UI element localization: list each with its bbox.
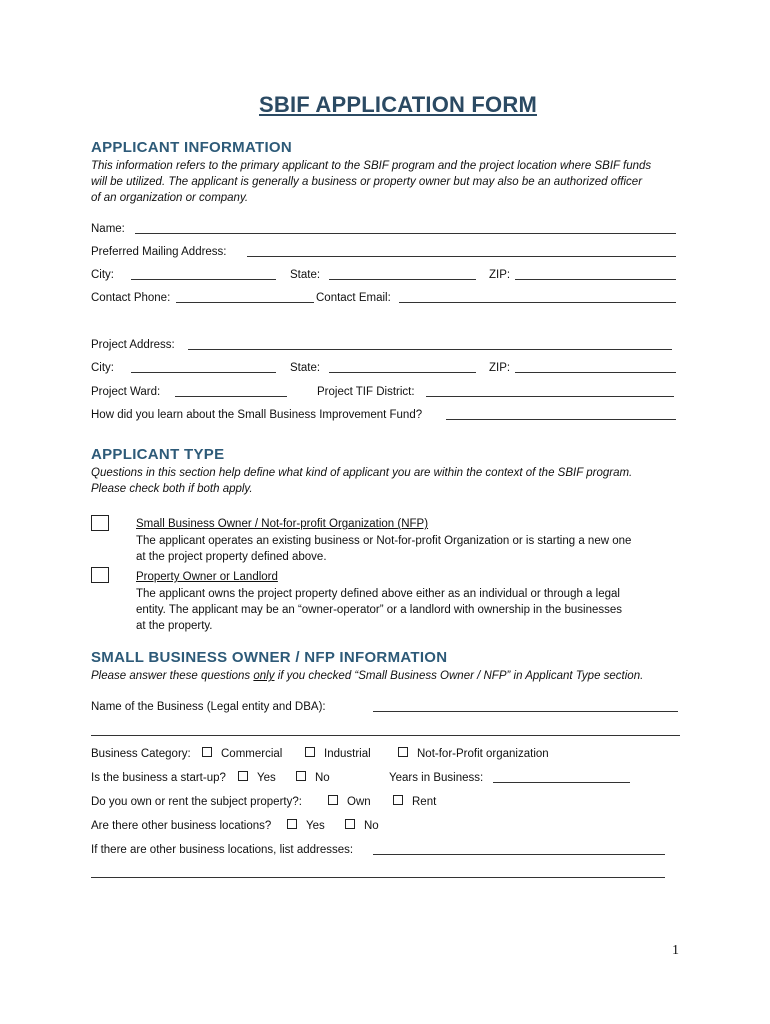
- applicant-info-intro: [91, 158, 689, 206]
- city-row: [91, 267, 681, 283]
- other-locations-yes-checkbox[interactable]: [287, 819, 297, 829]
- commercial-label: Commercial: [221, 748, 283, 760]
- project-state-label: State:: [290, 362, 321, 374]
- learn-label: How did you learn about the Small Business Improvement Fund?: [91, 409, 423, 421]
- email-field[interactable]: [399, 302, 676, 303]
- desc-line: at the property.: [136, 620, 213, 632]
- business-name-field-line2[interactable]: [91, 735, 680, 736]
- property-owner-title: Property Owner or Landlord: [136, 571, 278, 583]
- years-field[interactable]: [493, 782, 630, 783]
- startup-no-label: No: [315, 772, 330, 784]
- project-city-label: City:: [91, 362, 114, 374]
- startup-yes-label: Yes: [257, 772, 276, 784]
- desc-line: at the project property defined above.: [136, 551, 327, 563]
- rent-label: Rent: [412, 796, 437, 808]
- project-city-field[interactable]: [131, 372, 276, 373]
- other-locations-no-checkbox[interactable]: [345, 819, 355, 829]
- list-addresses-label: If there are other business locations, list addresses:: [91, 844, 354, 856]
- intro-line: Please check both if both apply.: [91, 483, 253, 495]
- ward-label: Project Ward:: [91, 386, 161, 398]
- property-owner-checkbox[interactable]: [91, 567, 109, 583]
- project-address-row: [91, 337, 681, 353]
- name-row: [91, 221, 681, 237]
- learn-row: [91, 407, 681, 423]
- zip-label: ZIP:: [489, 269, 511, 281]
- list-addresses-field-line2[interactable]: [91, 877, 665, 878]
- state-label: State:: [290, 269, 321, 281]
- sbo-info-intro: [91, 668, 689, 684]
- applicant-type-heading: APPLICANT TYPE: [91, 446, 225, 463]
- desc-line: The applicant operates an existing business or Not-for-profit Organization or is starting a new one: [136, 535, 632, 547]
- phone-field[interactable]: [176, 302, 314, 303]
- industrial-label: Industrial: [324, 748, 371, 760]
- other-locations-row: [91, 818, 681, 834]
- project-address-field[interactable]: [188, 349, 672, 350]
- own-rent-row: [91, 794, 681, 810]
- applicant-type-intro: [91, 465, 689, 497]
- intro-line: This information refers to the primary applicant to the SBIF program and the project location where SBIF funds: [91, 160, 652, 172]
- years-label: Years in Business:: [389, 772, 484, 784]
- startup-label: Is the business a start-up?: [91, 772, 226, 784]
- small-business-owner-desc: [136, 533, 688, 565]
- intro-line: of an organization or company.: [91, 192, 249, 204]
- sbo-info-heading: SMALL BUSINESS OWNER / NFP INFORMATION: [91, 649, 448, 666]
- startup-no-checkbox[interactable]: [296, 771, 306, 781]
- property-owner-desc: [136, 586, 688, 634]
- own-label: Own: [347, 796, 371, 808]
- small-business-owner-checkbox[interactable]: [91, 515, 109, 531]
- ward-field[interactable]: [175, 396, 287, 397]
- project-address-label: Project Address:: [91, 339, 175, 351]
- intro-pre: Please answer these questions: [91, 670, 254, 682]
- page-title: SBIF APPLICATION FORM: [259, 92, 537, 117]
- mailing-label: Preferred Mailing Address:: [91, 246, 227, 258]
- intro-line: will be utilized. The applicant is generally a business or property owner but may also be an authorized officer: [91, 176, 643, 188]
- list-addresses-field[interactable]: [373, 854, 665, 855]
- learn-field[interactable]: [446, 419, 676, 420]
- state-field[interactable]: [329, 279, 476, 280]
- phone-label: Contact Phone:: [91, 292, 171, 304]
- city-label: City:: [91, 269, 114, 281]
- mailing-row: [91, 244, 681, 260]
- business-name-row: [91, 699, 681, 715]
- business-category-row: [91, 746, 681, 762]
- project-zip-label: ZIP:: [489, 362, 511, 374]
- rent-checkbox[interactable]: [393, 795, 403, 805]
- tif-label: Project TIF District:: [317, 386, 415, 398]
- desc-line: entity. The applicant may be an “owner-operator” or a landlord with ownership in the businesses: [136, 604, 623, 616]
- other-locations-yes-label: Yes: [306, 820, 325, 832]
- intro-only: only: [253, 670, 275, 682]
- industrial-checkbox[interactable]: [305, 747, 315, 757]
- own-rent-label: Do you own or rent the subject property?:: [91, 796, 302, 808]
- own-checkbox[interactable]: [328, 795, 338, 805]
- city-field[interactable]: [131, 279, 276, 280]
- name-label: Name:: [91, 223, 125, 235]
- page-number: 1: [672, 943, 679, 958]
- startup-yes-checkbox[interactable]: [238, 771, 248, 781]
- business-name-field[interactable]: [373, 711, 678, 712]
- name-field[interactable]: [135, 233, 676, 234]
- email-label: Contact Email:: [316, 292, 391, 304]
- startup-row: [91, 770, 681, 786]
- business-name-label: Name of the Business (Legal entity and DBA):: [91, 701, 326, 713]
- intro-line: Questions in this section help define what kind of applicant you are within the context of the SBIF program.: [91, 467, 633, 479]
- desc-line: The applicant owns the project property defined above either as an individual or through a legal: [136, 588, 620, 600]
- contact-row: [91, 290, 681, 306]
- project-city-row: [91, 360, 681, 376]
- project-zip-field[interactable]: [515, 372, 676, 373]
- other-locations-label: Are there other business locations?: [91, 820, 272, 832]
- nfp-label: Not-for-Profit organization: [417, 748, 549, 760]
- project-state-field[interactable]: [329, 372, 476, 373]
- small-business-owner-title: Small Business Owner / Not-for-profit Organization (NFP): [136, 518, 429, 530]
- mailing-field[interactable]: [247, 256, 676, 257]
- applicant-info-heading: APPLICANT INFORMATION: [91, 139, 293, 156]
- intro-post: if you checked “Small Business Owner / NFP” in Applicant Type section.: [274, 670, 644, 682]
- zip-field[interactable]: [515, 279, 676, 280]
- category-label: Business Category:: [91, 748, 191, 760]
- ward-row: [91, 384, 681, 400]
- list-addresses-row: [91, 842, 681, 858]
- nfp-checkbox[interactable]: [398, 747, 408, 757]
- other-locations-no-label: No: [364, 820, 379, 832]
- commercial-checkbox[interactable]: [202, 747, 212, 757]
- tif-field[interactable]: [426, 396, 674, 397]
